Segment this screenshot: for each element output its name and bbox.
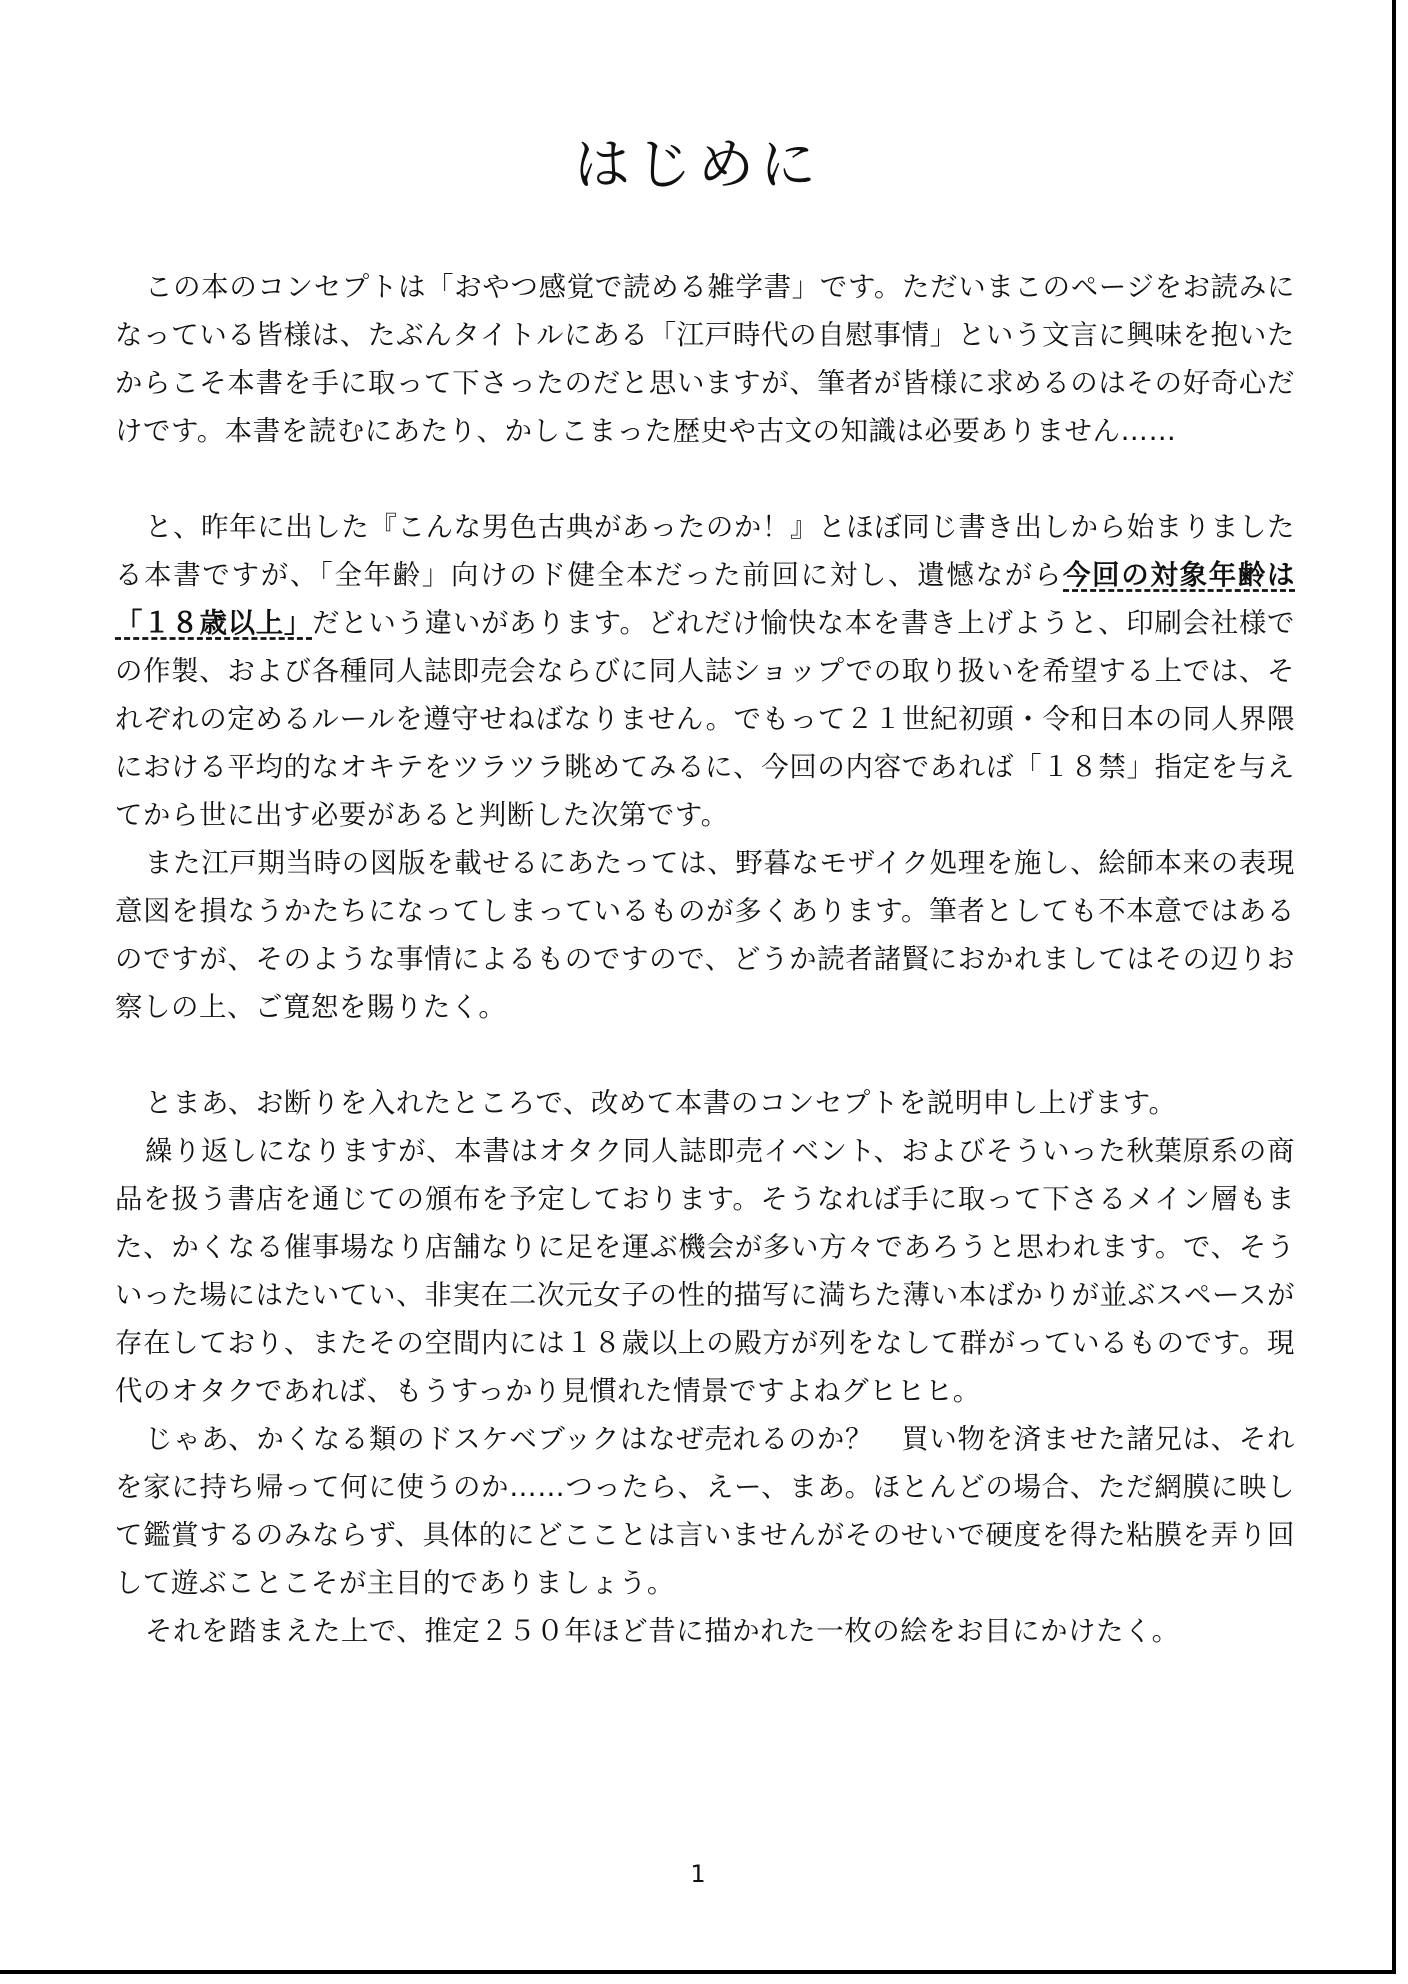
- paragraph-concept-explanation: とまあ、お断りを入れたところで、改めて本書のコンセプトを説明申し上げます。: [145, 1088, 1177, 1119]
- paragraph-gap: [115, 1032, 1295, 1080]
- page-number: 1: [690, 1860, 706, 1888]
- paragraph-purpose: じゃあ、かくなる類のドスケベブックはなぜ売れるのか？ 買い物を済ませた諸兄は、それを家に持ち帰って何に使うのか……つったら、えー、まあ。ほとんどの場合、ただ網膜に映して鑑賞するのみならず、具体的にどこことは言いませんがそのせいで硬度を得た粘膜を弄り回して遊ぶことこそが主目的でありましょう。: [115, 1424, 1295, 1599]
- paragraph-intro-concept: この本のコンセプトは「おやつ感覚で読める雑学書」です。ただいまこのページをお読みになっている皆様は、たぶんタイトルにある「江戸時代の自慰事情」という文言に興味を抱いたからこそ本書を手に取って下さったのだと思いますが、筆者が皆様に求めるのはその好奇心だけです。本書を読むにあたり、かしこまった歴史や古文の知識は必要ありません……: [115, 272, 1295, 447]
- paragraph-age-rating-before: と、昨年に出した『こんな男色古典があったのか！』とほぼ同じ書き出しから始まりましたる本書ですが、「全年齢」向けのド健全本だった前回に対し、遺憾ながら: [115, 512, 1295, 591]
- paragraph-mosaic-notice: また江戸期当時の図版を載せるにあたっては、野暮なモザイク処理を施し、絵師本来の表現意図を損なうかたちになってしまっているものが多くあります。筆者としても不本意ではあるのですが、そのような事情によるものですので、どうか読者諸賢におかれましてはその辺りお察しの上、ご寛恕を賜りたく。: [115, 848, 1295, 1023]
- paragraph-distribution: 繰り返しになりますが、本書はオタク同人誌即売イベント、およびそういった秋葉原系の商品を扱う書店を通じての頒布を予定しております。そうなれば手に取って下さるメイン層もまた、かくなる催事場なり店舗なりに足を運ぶ機会が多い方々であろうと思われます。で、そういった場にはたいてい、非実在二次元女子の性的描写に満ちた薄い本ばかりが並ぶスペースが存在しており、またその空間内には１８歳以上の殿方が列をなして群がっているものです。現代のオタクであれば、もうすっかり見慣れた情景ですよねグヒヒヒ。: [115, 1136, 1295, 1407]
- paragraph-age-rating: [115, 504, 1295, 840]
- page-title: はじめに: [574, 133, 822, 198]
- paragraph-gap: [115, 456, 1295, 504]
- paragraph-closing: それを踏まえた上で、推定２５０年ほど昔に描かれた一枚の絵をお目にかけたく。: [145, 1616, 1180, 1647]
- body-text: [115, 264, 1295, 1656]
- age-rating-emphasis: 今回の対象年齢は「１８歳以上」: [115, 560, 1295, 639]
- paragraph-age-rating-after: だという違いがあります。どれだけ愉快な本を書き上げようと、印刷会社様での作製、および各種同人誌即売会ならびに同人誌ショップでの取り扱いを希望する上では、それぞれの定めるルールを遵守せねばなりません。でもって２１世紀初頭・令和日本の同人界隈における平均的なオキテをツラツラ眺めてみるに、今回の内容であれば「１８禁」指定を与えてから世に出す必要があると判断した次第です。: [115, 608, 1296, 831]
